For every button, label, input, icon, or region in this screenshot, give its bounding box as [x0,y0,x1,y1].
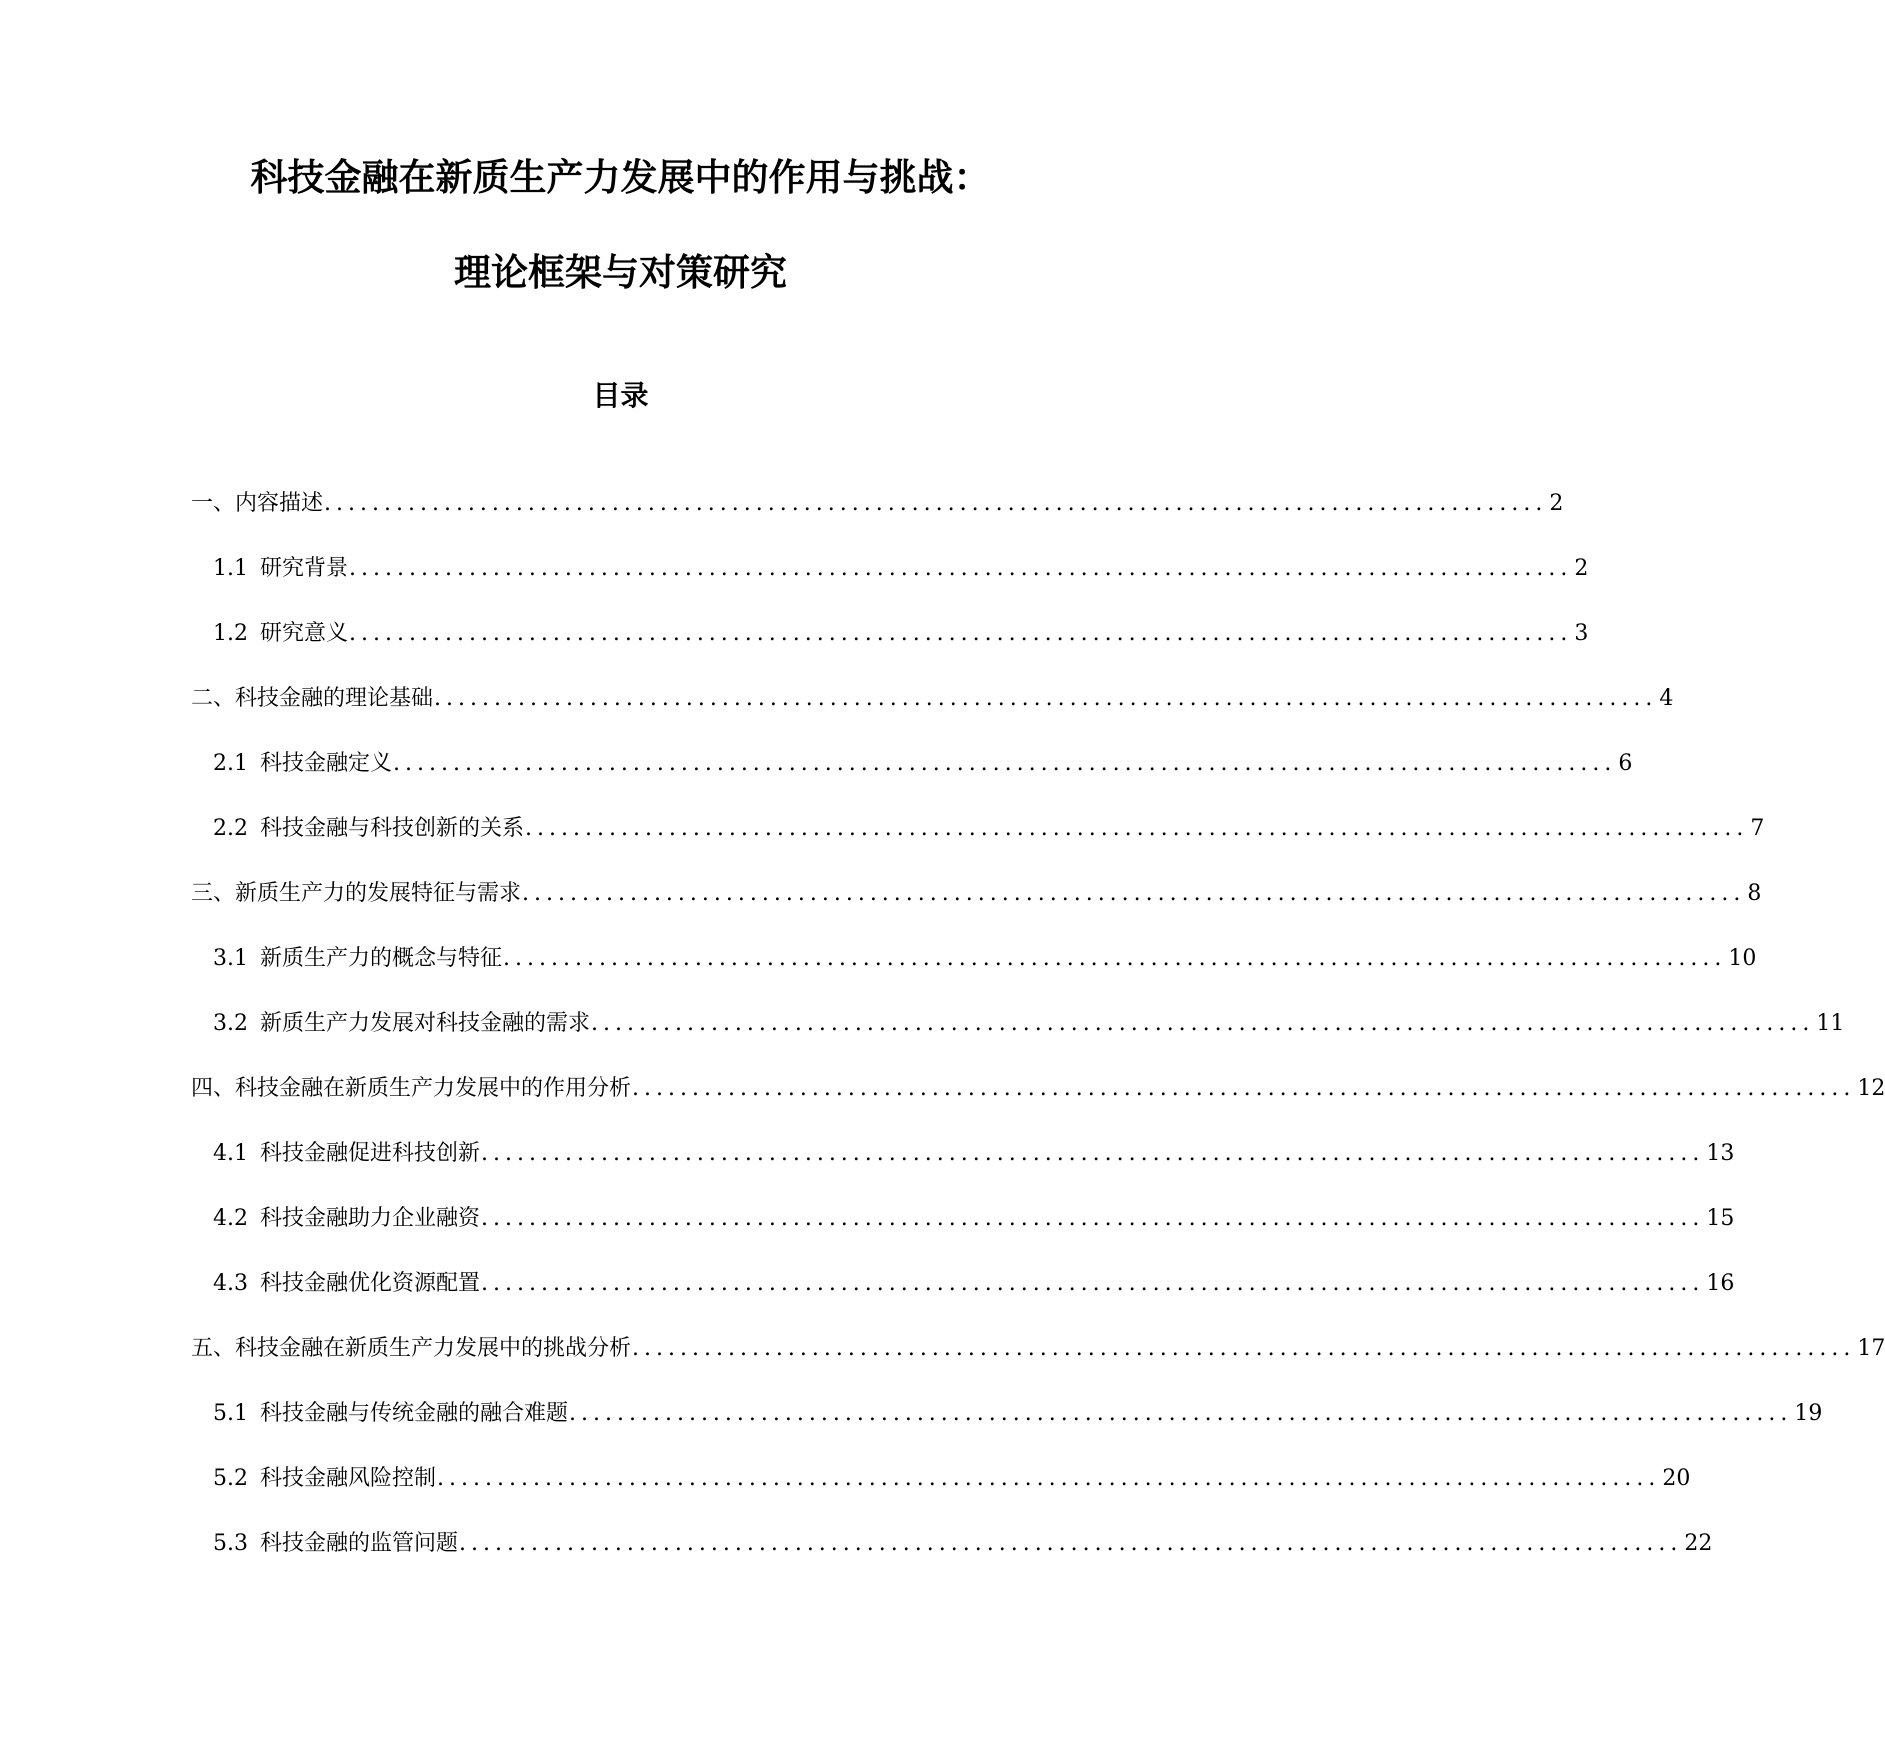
toc-dot-leader: ...................................................................................................... [349,556,1573,581]
toc-dot-leader: ...................................................................................................... [525,816,1749,841]
toc-entry-text: 三、新质生产力的发展特征与需求 [191,881,522,906]
toc-entry-text: 科技金融定义 [260,751,393,776]
toc-entry[interactable] [213,814,1765,844]
toc-section-number: 5.2 [213,1466,248,1491]
toc-entry[interactable] [213,749,1633,779]
toc-page-number: 6 [1618,751,1633,776]
toc-section-number: 4.2 [213,1206,248,1231]
toc-entry-text: 四、科技金融在新质生产力发展中的作用分析 [191,1076,632,1101]
toc-entry-text: 科技金融与科技创新的关系 [260,816,525,841]
toc-page-number: 22 [1684,1531,1713,1556]
toc-dot-leader: ...................................................................................................... [632,1336,1856,1361]
toc-dot-leader: ...................................................................................................... [522,881,1746,906]
toc-dot-leader: ...................................................................................................... [434,686,1658,711]
toc-entry[interactable] [191,1074,1885,1104]
toc-entry[interactable] [213,1464,1691,1494]
toc-page-number: 7 [1750,816,1765,841]
toc-dot-leader: ...................................................................................................... [481,1271,1705,1296]
toc-entry-text: 科技金融风险控制 [260,1466,437,1491]
toc-entry-text: 新质生产力的概念与特征 [260,946,503,971]
toc-entry[interactable] [213,944,1757,974]
toc-entry[interactable] [213,619,1589,649]
toc-section-number: 5.3 [213,1531,248,1556]
toc-entry[interactable] [191,879,1762,909]
toc-page-number: 2 [1574,556,1589,581]
toc-entry[interactable] [213,1139,1735,1169]
toc-dot-leader: ...................................................................................................... [324,491,1548,516]
toc-entry-text: 新质生产力发展对科技金融的需求 [260,1011,591,1036]
toc-entry[interactable] [213,1204,1735,1234]
toc-entry-text: 一、内容描述 [191,491,324,516]
toc-dot-leader: ...................................................................................................... [632,1076,1856,1101]
toc-page-number: 10 [1728,946,1757,971]
toc-entry-text: 二、科技金融的理论基础 [191,686,434,711]
toc-entry[interactable] [191,1334,1885,1364]
toc-page-number: 17 [1857,1336,1885,1361]
toc-section-number: 2.1 [213,751,248,776]
toc-section-number: 4.3 [213,1271,248,1296]
toc-page-number: 8 [1747,881,1762,906]
toc-page-number: 12 [1857,1076,1885,1101]
toc-entry[interactable] [213,554,1589,584]
toc-page-number: 19 [1794,1401,1823,1426]
toc-section-number: 3.2 [213,1011,248,1036]
toc-entry[interactable] [191,489,1564,519]
toc-entry-text: 科技金融优化资源配置 [260,1271,481,1296]
toc-section-number: 1.1 [213,556,248,581]
toc-entry-text: 五、科技金融在新质生产力发展中的挑战分析 [191,1336,632,1361]
toc-entry-text: 科技金融的监管问题 [260,1531,459,1556]
toc-dot-leader: ...................................................................................................... [437,1466,1661,1491]
toc-page-number: 13 [1706,1141,1735,1166]
toc-section-number: 2.2 [213,816,248,841]
toc-dot-leader: ...................................................................................................... [503,946,1727,971]
toc-section-number: 5.1 [213,1401,248,1426]
toc-dot-leader: ...................................................................................................... [349,621,1573,646]
toc-section-number: 1.2 [213,621,248,646]
toc-entry[interactable] [213,1529,1713,1559]
toc-page-number: 15 [1706,1206,1735,1231]
toc-entry-text: 研究意义 [260,621,349,646]
toc-entry[interactable] [191,684,1674,714]
toc-dot-leader: ...................................................................................................... [459,1531,1683,1556]
toc-page-number: 20 [1662,1466,1691,1491]
document-title-line-2: 理论框架与对策研究 [454,250,787,294]
toc-entry-text: 研究背景 [260,556,349,581]
toc-entry-text: 科技金融与传统金融的融合难题 [260,1401,569,1426]
toc-entry-text: 科技金融促进科技创新 [260,1141,481,1166]
toc-page-number: 11 [1816,1011,1845,1036]
toc-entry[interactable] [213,1009,1845,1039]
toc-entry[interactable] [213,1399,1823,1429]
toc-page-number: 2 [1549,491,1564,516]
toc-section-number: 3.1 [213,946,248,971]
toc-dot-leader: ...................................................................................................... [569,1401,1793,1426]
toc-section-number: 4.1 [213,1141,248,1166]
toc-page-number: 3 [1574,621,1589,646]
toc-dot-leader: ...................................................................................................... [481,1141,1705,1166]
toc-entry-text: 科技金融助力企业融资 [260,1206,481,1231]
toc-entry[interactable] [213,1269,1735,1299]
document-title-line-1: 科技金融在新质生产力发展中的作用与挑战： [250,155,991,199]
toc-dot-leader: ...................................................................................................... [481,1206,1705,1231]
toc-page-number: 4 [1659,686,1674,711]
toc-page-number: 16 [1706,1271,1735,1296]
toc-dot-leader: ...................................................................................................... [393,751,1617,776]
toc-heading: 目录 [592,379,649,412]
toc-dot-leader: ...................................................................................................... [591,1011,1815,1036]
